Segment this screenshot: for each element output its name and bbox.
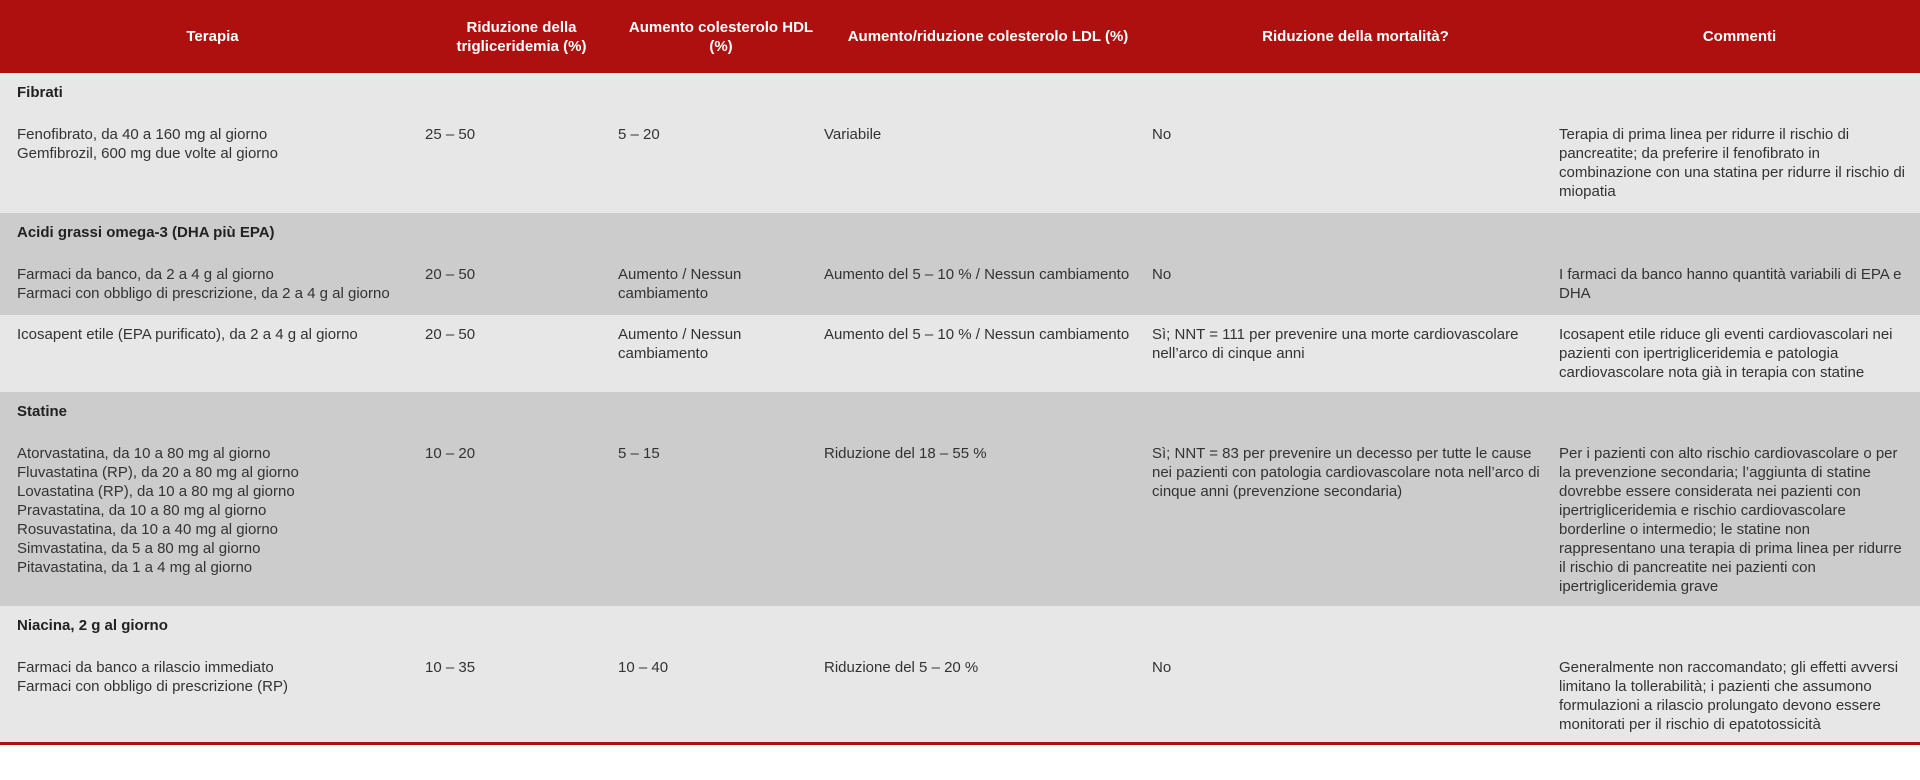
- hdl-increase-cell: 10 – 40: [618, 659, 669, 676]
- group-row-statins: [0, 392, 1920, 421]
- bottom-rule: [0, 742, 1920, 745]
- drug-name: Farmaci con obbligo di prescrizione, da 2 a 4 g al giorno: [17, 285, 390, 302]
- tg-reduction-cell: 25 – 50: [425, 126, 476, 143]
- drug-name: Simvastatina, da 5 a 80 mg al giorno: [17, 540, 261, 557]
- drug-name: Fenofibrato, da 40 a 160 mg al giorno: [17, 126, 268, 143]
- table-row: [0, 102, 1920, 213]
- comment-cell: Per i pazienti con alto rischio cardiovascolare o per la prevenzione secondaria; l’aggiunta di statine dovrebbe essere considerata nei pazienti con ipertrigliceridemia e rischio cardiovascolare borderline o intermedio; le statine non rappresentano una terapia di prima linea per ridurre il rischio di pancreatite nei pazienti con ipertrigliceridemia grave: [1559, 445, 1902, 595]
- group-title: Niacina, 2 g al giorno: [17, 617, 168, 634]
- mortality-cell: No: [1152, 266, 1172, 283]
- mortality-cell: No: [1152, 126, 1172, 143]
- group-title: Fibrati: [17, 84, 63, 101]
- drug-name: Lovastatina (RP), da 10 a 80 mg al giorno: [17, 483, 295, 500]
- header-tg-reduction: Riduzione della trigliceridemia (%): [456, 18, 587, 55]
- hdl-increase-cell: Aumento / Nessun cambiamento: [618, 266, 742, 302]
- ldl-change-cell: Variabile: [824, 126, 882, 143]
- drug-name: Pravastatina, da 10 a 80 mg al giorno: [17, 502, 267, 519]
- ldl-change-cell: Riduzione del 5 – 20 %: [824, 659, 979, 676]
- ldl-change-cell: Aumento del 5 – 10 % / Nessun cambiamento: [824, 326, 1130, 343]
- header-mortality: Riduzione della mortalità?: [1262, 28, 1449, 45]
- header-therapy: Terapia: [186, 28, 239, 45]
- tg-reduction-cell: 10 – 20: [425, 445, 476, 462]
- comment-cell: Terapia di prima linea per ridurre il rischio di pancreatite; da preferire il fenofibrato in combinazione con una statina per ridurre il rischio di miopatia: [1559, 126, 1906, 200]
- table-row: [0, 315, 1920, 392]
- group-title: Acidi grassi omega-3 (DHA più EPA): [17, 224, 275, 241]
- drug-list: [0, 102, 425, 213]
- table-row: [0, 421, 1920, 606]
- header-comments: Commenti: [1702, 28, 1777, 45]
- mortality-cell: No: [1152, 659, 1172, 676]
- group-row-niacin: [0, 606, 1920, 635]
- hdl-increase-cell: Aumento / Nessun cambiamento: [618, 326, 742, 362]
- drug-name: Pitavastatina, da 1 a 4 mg al giorno: [17, 559, 253, 576]
- comment-cell: Icosapent etile riduce gli eventi cardiovascolari nei pazienti con ipertrigliceridemia e patologia cardiovascolare nota già in terapia con statine: [1559, 326, 1893, 381]
- tg-reduction-cell: 20 – 50: [425, 266, 476, 283]
- header-ldl-change: Aumento/riduzione colesterolo LDL (%): [847, 28, 1129, 45]
- drug-name: Atorvastatina, da 10 a 80 mg al giorno: [17, 445, 271, 462]
- header-hdl-increase: Aumento colesterolo HDL (%): [628, 18, 814, 55]
- drug-name: Gemfibrozil, 600 mg due volte al giorno: [17, 145, 278, 162]
- drug-name: Farmaci da banco a rilascio immediato: [17, 659, 274, 676]
- mortality-cell: Sì; NNT = 111 per prevenire una morte cardiovascolare nell’arco di cinque anni: [1152, 326, 1519, 362]
- ldl-change-cell: Riduzione del 18 – 55 %: [824, 445, 987, 462]
- comment-cell: I farmaci da banco hanno quantità variabili di EPA e DHA: [1559, 266, 1902, 302]
- drug-name: Fluvastatina (RP), da 20 a 80 mg al giorno: [17, 464, 299, 481]
- drug-name: Rosuvastatina, da 10 a 40 mg al giorno: [17, 521, 278, 538]
- ldl-change-cell: Aumento del 5 – 10 % / Nessun cambiamento: [824, 266, 1130, 283]
- drug-list: [0, 315, 425, 392]
- group-row-omega3: [0, 213, 1920, 242]
- table-header: [0, 0, 1920, 73]
- group-row-fibrates: [0, 73, 1920, 102]
- mortality-cell: Sì; NNT = 83 per prevenire un decesso per tutte le cause nei pazienti con patologia cardiovascolare nota nell’arco di cinque anni (prevenzione secondaria): [1152, 445, 1540, 500]
- drug-name: Icosapent etile (EPA purificato), da 2 a 4 g al giorno: [17, 326, 358, 343]
- group-title: Statine: [17, 403, 68, 420]
- hdl-increase-cell: 5 – 15: [618, 445, 660, 462]
- hdl-increase-cell: 5 – 20: [618, 126, 660, 143]
- drug-name: Farmaci con obbligo di prescrizione (RP): [17, 678, 288, 695]
- drug-list: [0, 421, 425, 606]
- table-row: [0, 242, 1920, 315]
- tg-reduction-cell: 20 – 50: [425, 326, 476, 343]
- tg-reduction-cell: 10 – 35: [425, 659, 476, 676]
- drug-list: [0, 635, 425, 742]
- comment-cell: Generalmente non raccomandato; gli effetti avversi limitano la tollerabilità; i pazienti che assumono formulazioni a rilascio prolungato devono essere monitorati per il rischio di epatotossicità: [1559, 659, 1899, 733]
- drug-list: [0, 242, 425, 315]
- table-row: [0, 635, 1920, 742]
- drug-name: Farmaci da banco, da 2 a 4 g al giorno: [17, 266, 274, 283]
